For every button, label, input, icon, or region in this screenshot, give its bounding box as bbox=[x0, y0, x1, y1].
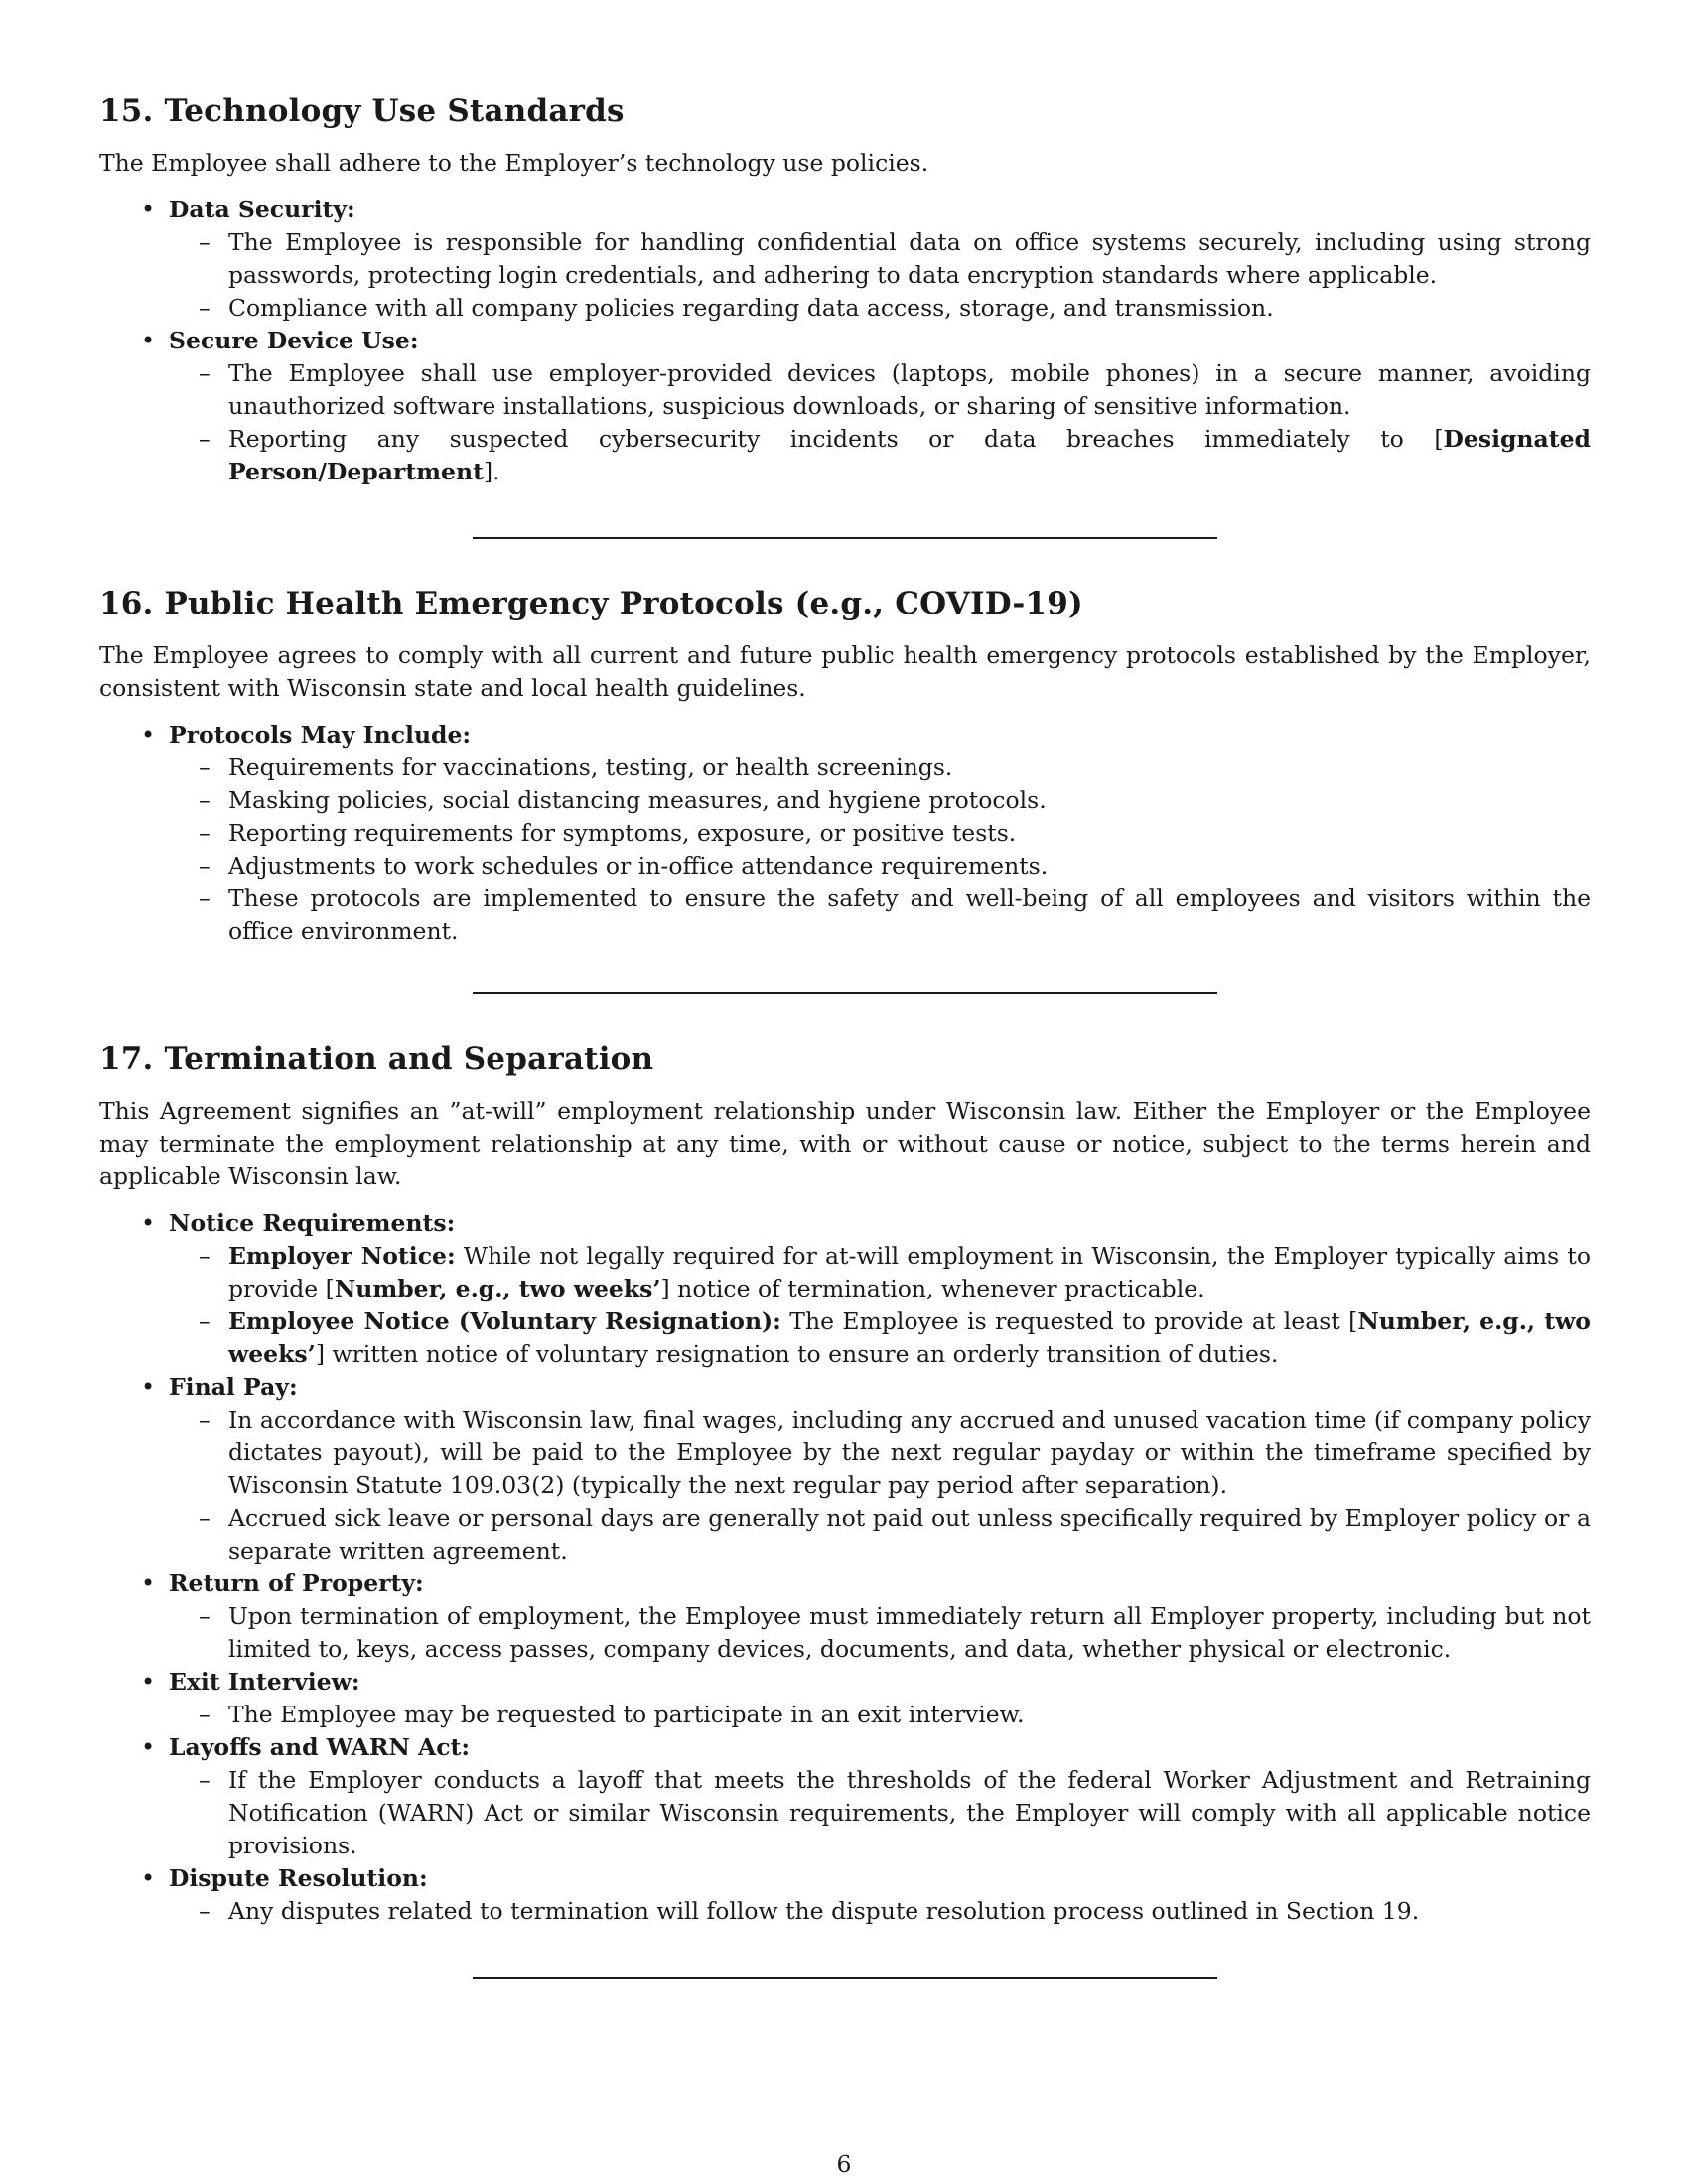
secure-device-item-2-text: Reporting any suspected cybersecurity incidents or data breaches immediately to [ bbox=[228, 425, 1444, 453]
protocols-item-1: – Requirements for vaccinations, testing, or health screenings. bbox=[228, 751, 1591, 784]
section-15-heading: 15. Technology Use Standards bbox=[99, 93, 625, 129]
list-item-dispute-resolution bbox=[169, 1862, 1591, 1928]
employee-notice-text: The Employee is requested to provide at least [ bbox=[780, 1307, 1358, 1335]
dispute-item-1: – Any disputes related to termination will follow the dispute resolution process outlined in Section 19. bbox=[228, 1895, 1591, 1928]
protocols-title: • Protocols May Include: bbox=[169, 721, 472, 749]
section-15-intro: The Employee shall adhere to the Employer’s technology use policies. bbox=[99, 149, 929, 177]
employer-notice-text: While not legally required for at-will employment in Wisconsin, the Employer typically aims to provide [ bbox=[228, 1242, 1592, 1302]
section-16 bbox=[99, 584, 1591, 948]
protocols-item-4: – Adjustments to work schedules or in-office attendance requirements. bbox=[228, 850, 1591, 883]
final-pay-title: • Final Pay: bbox=[169, 1373, 298, 1401]
data-security-title: • Data Security: bbox=[169, 196, 355, 223]
protocols-sublist bbox=[169, 751, 1591, 948]
secure-device-title: • Secure Device Use: bbox=[169, 327, 419, 354]
section-divider bbox=[473, 992, 1217, 994]
employee-notice-end: ] written notice of voluntary resignation to ensure an orderly transition of duties. bbox=[315, 1340, 1279, 1368]
section-17-list bbox=[99, 1207, 1591, 1928]
protocols-item-2: – Masking policies, social distancing measures, and hygiene protocols. bbox=[228, 784, 1591, 817]
section-17-intro: This Agreement signifies an ”at-will” employment relationship under Wisconsin law. Either the Employer or the Employee may terminate the employment relationship at any time, with or without cause or notice, subject to the terms herein and applicable Wisconsin law. bbox=[99, 1097, 1591, 1190]
employee-notice-item bbox=[228, 1305, 1591, 1371]
section-17-heading: 17. Termination and Separation bbox=[99, 1041, 654, 1077]
layoffs-item-1: – If the Employer conducts a layoff that meets the thresholds of the federal Worker Adjustment and Retraining Notification (WARN) Act or similar Wisconsin requirements, the Employer will comply with all applicable notice provisions. bbox=[228, 1764, 1591, 1862]
section-17 bbox=[99, 1039, 1591, 1928]
list-item-return-of-property bbox=[169, 1568, 1591, 1666]
employer-notice-label: Employer Notice: bbox=[228, 1242, 456, 1270]
list-item-exit-interview bbox=[169, 1666, 1591, 1731]
section-16-intro: The Employee agrees to comply with all current and future public health emergency protocols established by the Employer, consistent with Wisconsin state and local health guidelines. bbox=[99, 641, 1591, 702]
section-15-list bbox=[99, 194, 1591, 488]
final-pay-sublist bbox=[169, 1404, 1591, 1568]
secure-device-item-2-end: ]. bbox=[483, 458, 500, 485]
protocols-item-3: – Reporting requirements for symptoms, exposure, or positive tests. bbox=[228, 817, 1591, 850]
exit-interview-title: • Exit Interview: bbox=[169, 1668, 360, 1696]
page-number: 6 bbox=[836, 2150, 852, 2178]
section-15 bbox=[99, 91, 1591, 488]
return-property-title: • Return of Property: bbox=[169, 1570, 424, 1597]
list-item-layoffs-warn bbox=[169, 1731, 1591, 1862]
list-item-protocols bbox=[169, 719, 1591, 948]
employer-notice-item bbox=[228, 1240, 1591, 1305]
employee-notice-label: Employee Notice (Voluntary Resignation): bbox=[228, 1307, 781, 1335]
list-item-data-security bbox=[169, 194, 1591, 325]
data-security-sublist bbox=[169, 226, 1591, 325]
list-item-secure-device-use bbox=[169, 325, 1591, 488]
designated-person-placeholder: Designated Person/Department bbox=[228, 425, 1591, 485]
section-16-heading: 16. Public Health Emergency Protocols (e.g., COVID-19) bbox=[99, 586, 1083, 621]
employer-notice-placeholder: Number, e.g., two weeks’ bbox=[334, 1275, 661, 1302]
secure-device-item-1: – The Employee shall use employer-provided devices (laptops, mobile phones) in a secure manner, avoiding unauthorized software installations, suspicious downloads, or sharing of sensitive information. bbox=[228, 357, 1591, 423]
return-property-item-1: – Upon termination of employment, the Employee must immediately return all Employer property, including but not limited to, keys, access passes, company devices, documents, and data, whether physical or electronic. bbox=[228, 1600, 1591, 1666]
data-security-item-2: – Compliance with all company policies regarding data access, storage, and transmission. bbox=[228, 292, 1591, 325]
section-divider bbox=[473, 1977, 1217, 1979]
exit-interview-sublist bbox=[169, 1699, 1591, 1731]
dispute-title: • Dispute Resolution: bbox=[169, 1864, 428, 1892]
notice-sublist bbox=[169, 1240, 1591, 1371]
secure-device-sublist bbox=[169, 357, 1591, 488]
employee-notice-placeholder: Number, e.g., two weeks’ bbox=[228, 1307, 1591, 1368]
notice-title: • Notice Requirements: bbox=[169, 1209, 456, 1237]
employer-notice-end: ] notice of termination, whenever practicable. bbox=[660, 1275, 1205, 1302]
return-property-sublist bbox=[169, 1600, 1591, 1666]
data-security-item-1: – The Employee is responsible for handling confidential data on office systems securely, including using strong passwords, protecting login credentials, and adhering to data encryption standards where applicable. bbox=[228, 226, 1591, 292]
final-pay-item-1: – In accordance with Wisconsin law, final wages, including any accrued and unused vacation time (if company policy dictates payout), will be paid to the Employee by the next regular payday or within the timeframe specified by Wisconsin Statute 109.03(2) (typically the next regular pay period after separation). bbox=[228, 1404, 1591, 1502]
section-divider bbox=[473, 537, 1217, 539]
exit-interview-item-1: – The Employee may be requested to participate in an exit interview. bbox=[228, 1699, 1591, 1731]
list-item-final-pay bbox=[169, 1371, 1591, 1568]
secure-device-item-2 bbox=[228, 423, 1591, 488]
layoffs-sublist bbox=[169, 1764, 1591, 1862]
dispute-sublist bbox=[169, 1895, 1591, 1928]
protocols-item-5: – These protocols are implemented to ensure the safety and well-being of all employees and visitors within the office environment. bbox=[228, 883, 1591, 948]
layoffs-title: • Layoffs and WARN Act: bbox=[169, 1733, 471, 1761]
section-16-list bbox=[99, 719, 1591, 948]
final-pay-item-2: – Accrued sick leave or personal days are generally not paid out unless specifically required by Employer policy or a separate written agreement. bbox=[228, 1502, 1591, 1568]
list-item-notice-requirements bbox=[169, 1207, 1591, 1371]
